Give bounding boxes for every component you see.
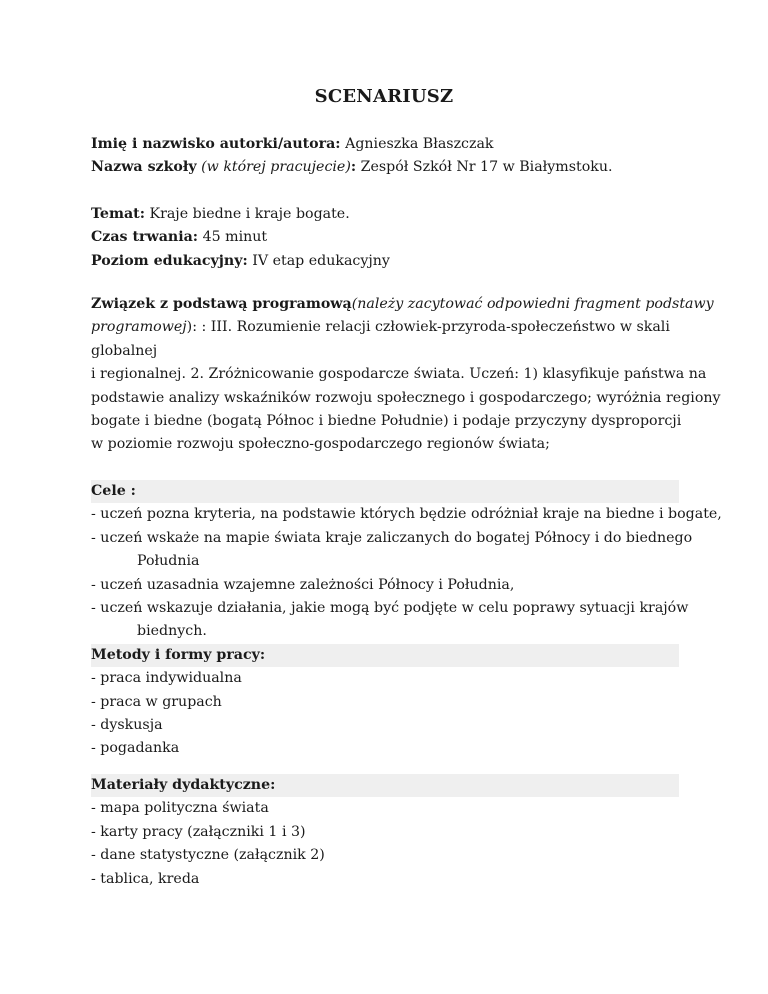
materials-heading: Materiały dydaktyczne: <box>91 774 679 797</box>
goals-heading: Cele : <box>91 480 679 503</box>
school-line <box>91 156 679 179</box>
material-item: - tablica, kreda <box>91 870 200 887</box>
method-item: - praca indywidualna <box>91 670 242 687</box>
curriculum-line-2 <box>91 316 679 339</box>
goals-section <box>91 480 722 761</box>
level-label: Poziom edukacyjny: <box>91 252 248 269</box>
curriculum-line-5: podstawie analizy wskaźników rozwoju społecznego i gospodarczego; wyróżnia regiony <box>91 389 721 406</box>
method-item: - praca w grupach <box>91 693 222 710</box>
material-item: - karty pracy (załączniki 1 i 3) <box>91 823 306 840</box>
curriculum-line-3: globalnej <box>91 342 158 359</box>
level-value: IV etap edukacyjny <box>252 252 390 269</box>
method-item: - dyskusja <box>91 716 163 733</box>
topic-line <box>91 203 679 226</box>
goal-item: - uczeń wskaże na mapie świata kraje zaliczanych do bogatej Północy i do biednego <box>91 529 693 546</box>
goal-item: - uczeń pozna kryteria, na podstawie których będzie odróżniał kraje na biedne i bogate, <box>91 506 722 523</box>
author-label: Imię i nazwisko autorki/autora: <box>91 136 341 152</box>
lesson-meta <box>91 203 679 273</box>
curriculum-section <box>91 293 721 457</box>
topic-value: Kraje biedne i kraje bogate. <box>149 206 350 222</box>
duration-value: 45 minut <box>202 229 268 246</box>
document-title: SCENARIUSZ <box>314 86 454 107</box>
curriculum-note-open: (należy zacytować odpowiedni fragment podstawy <box>351 296 714 312</box>
school-note: (w której pracujecie) <box>201 159 351 176</box>
duration-label: Czas trwania: <box>91 229 199 246</box>
author-line <box>91 133 679 156</box>
material-item: - mapa polityczna świata <box>91 800 269 817</box>
goal-item: - uczeń uzasadnia wzajemne zależności Północy i Południa, <box>91 576 515 593</box>
materials-section <box>91 774 679 891</box>
header-info <box>91 133 679 180</box>
goal-item-continuation: biednych. <box>137 623 207 640</box>
author-value: Agnieszka Błaszczak <box>345 136 494 152</box>
curriculum-line-1 <box>91 293 714 316</box>
method-item: - pogadanka <box>91 740 180 757</box>
topic-label: Temat: <box>91 206 145 222</box>
curriculum-line-2-rest: ): : III. Rozumienie relacji człowiek-przyroda-społeczeństwo w skali <box>186 319 670 336</box>
level-line <box>91 250 679 273</box>
curriculum-label: Związek z podstawą programową <box>91 296 352 312</box>
curriculum-line-4: i regionalnej. 2. Zróżnicowanie gospodarcze świata. Uczeń: 1) klasyfikuje państwa na <box>91 366 707 383</box>
curriculum-line-7: w poziomie rozwoju społeczno-gospodarczego regionów świata; <box>91 436 550 453</box>
school-colon: : <box>350 159 357 176</box>
methods-heading: Metody i formy pracy: <box>91 644 679 667</box>
material-item: - dane statystyczne (załącznik 2) <box>91 847 325 864</box>
duration-line <box>91 226 679 249</box>
curriculum-line-6: bogate i biedne (bogatą Północ i biedne Południe) i podaje przyczyny dysproporcji <box>91 412 682 429</box>
goal-item: - uczeń wskazuje działania, jakie mogą być podjęte w celu poprawy sytuacji krajów <box>91 599 689 616</box>
school-value: Zespół Szkół Nr 17 w Białymstoku. <box>360 159 613 176</box>
curriculum-note-close: programowej <box>91 319 187 336</box>
goal-item-continuation: Południa <box>137 553 200 570</box>
school-label: Nazwa szkoły <box>91 159 197 176</box>
